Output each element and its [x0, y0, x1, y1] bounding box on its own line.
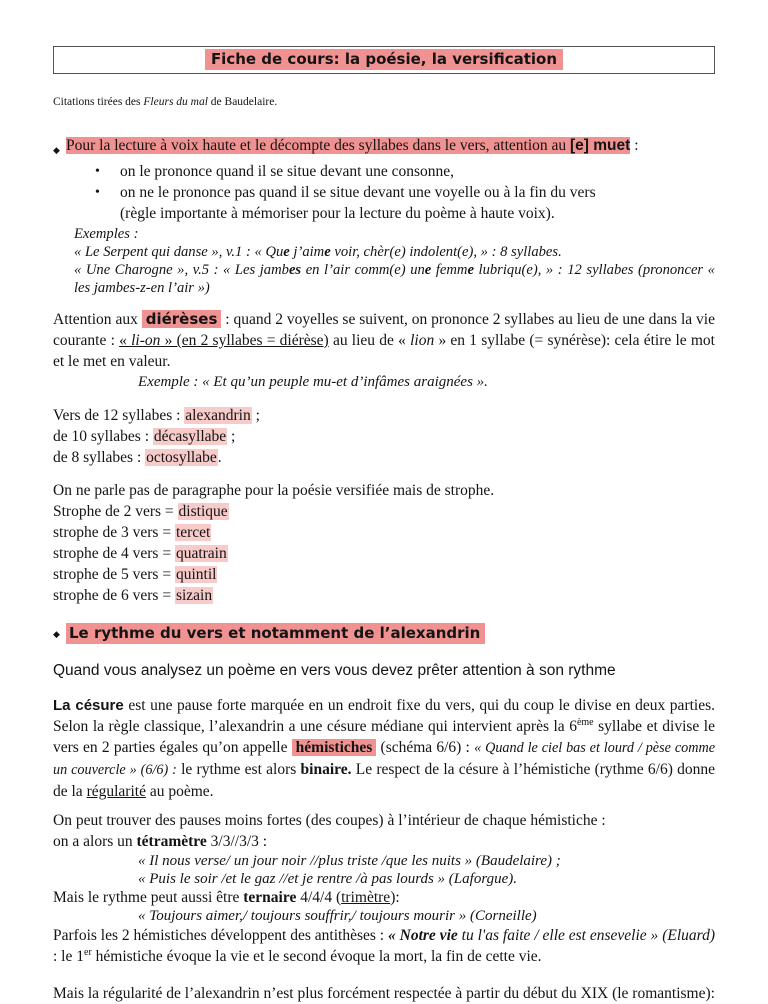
- text-segment: strophe de 4 vers =: [53, 545, 175, 562]
- example-line: [74, 261, 715, 297]
- superscript: ème: [576, 716, 594, 728]
- text-segment: voir, chèr(e) indolent(e), » : 8 syllabes.: [330, 244, 562, 260]
- bold-letter: e: [283, 244, 290, 260]
- strophe-line: [53, 501, 715, 522]
- section-dierese: [53, 309, 715, 392]
- vers-term: décasyllabe: [153, 428, 227, 445]
- underlined-term: régularité: [86, 783, 146, 800]
- dierese-term: diérèses: [142, 310, 222, 328]
- rythme-intro: Quand vous analysez un poème en vers vous devez prêter attention à son rythme: [53, 662, 616, 679]
- author-segment: (Eluard): [658, 927, 716, 944]
- text-segment: strophe de 5 vers =: [53, 566, 175, 583]
- strophe-term: sizain: [175, 587, 213, 604]
- text-segment: « Le Serpent qui danse », v.1 : « Qu: [74, 244, 284, 260]
- text-segment: j’aim: [289, 244, 325, 260]
- bold-letter: e: [467, 262, 474, 278]
- text-segment: : quand 2 voyelles se suivent, on prononce 2 syllabes au lieu de une dans la vie courante :: [53, 311, 715, 349]
- list-item: [95, 182, 715, 224]
- diamond-bullet-icon: ◆: [53, 145, 60, 155]
- text-segment: 3/3//3/3 :: [206, 833, 268, 850]
- text-line: On peut trouver des pauses moins fortes (des coupes) à l’intérieur de chaque hémistiche :: [53, 812, 606, 829]
- vers-line: [53, 426, 715, 447]
- strophe-term: tercet: [175, 524, 211, 541]
- section-rythme-title: Le rythme du vers et notamment de l’alexandrin: [66, 623, 485, 644]
- antithese-paragraph: [53, 925, 715, 967]
- strophe-line: [53, 522, 715, 543]
- dierese-example: Exemple : « Et qu’un peuple mu-et d’infâmes araignées ».: [138, 374, 488, 390]
- tetrametre-term: tétramètre: [136, 833, 207, 850]
- text-segment: » (en 2 syllabes = diérèse): [160, 332, 329, 349]
- text-segment: « Une Charogne », v.5 : « Les jamb: [74, 262, 289, 278]
- section-pauses: [53, 811, 715, 967]
- citation-note: [53, 95, 715, 109]
- section-rythme-header-row: [53, 623, 715, 644]
- bold-letter: es: [288, 262, 302, 278]
- cesure-term: La césure: [53, 697, 124, 714]
- text-segment: Vers de 12 syllabes :: [53, 407, 185, 424]
- final-paragraph: Mais la régularité de l’alexandrin n’est plus forcément respectée à partir du début du XIX (le romantisme):: [53, 985, 715, 1002]
- quote-segment: tu l'as faite / elle est ensevelie »: [457, 927, 659, 944]
- text-segment: au lieu de «: [328, 332, 411, 349]
- text-line: [53, 888, 715, 907]
- text-segment: Citations tirées des: [53, 96, 144, 108]
- section-strophes: [53, 480, 715, 606]
- underlined-segment: [119, 332, 329, 349]
- quote-bold-segment: « Notre vie: [388, 927, 458, 944]
- text-segment: «: [119, 332, 132, 349]
- text-segment: li-on: [131, 332, 161, 349]
- text-segment: le rythme est alors: [176, 761, 301, 778]
- text-line: on ne le prononce pas quand il se situe devant une voyelle ou à la fin du vers: [120, 184, 596, 201]
- text-segment: ;: [251, 407, 260, 424]
- strophe-line: [53, 585, 715, 606]
- text-segment: en l’air comm(e) un: [301, 262, 425, 278]
- strophe-term: quintil: [175, 566, 217, 583]
- text-segment: ):: [390, 889, 400, 906]
- book-title: Fleurs du mal: [143, 96, 208, 108]
- strophe-line: [53, 543, 715, 564]
- strophe-term: distique: [178, 503, 228, 520]
- trimetre-term: trimètre: [341, 889, 391, 906]
- title-box: [53, 46, 715, 74]
- bold-term: binaire.: [300, 761, 352, 778]
- page-title: Fiche de cours: la poésie, la versification: [205, 49, 563, 70]
- text-segment: est une pause forte marquée en un endroit fixe du vers, qui du coup le divise en deux parties. Selon la règle classique, l’alexandrin a une césure médiane qui intervient après la 6: [53, 697, 716, 735]
- list-item-text: [120, 182, 596, 224]
- text-segment: Le respect de la césure à l’hémistiche (rythme 6/6) donne de la: [53, 761, 715, 800]
- examples-block: [74, 225, 715, 297]
- text-segment: Pour la lecture à voix haute et le décompte des syllabes dans le vers, attention au: [66, 137, 571, 154]
- ternaire-term: ternaire: [243, 889, 297, 906]
- strophe-line: [53, 564, 715, 585]
- text-segment: Attention aux: [53, 311, 142, 328]
- verse-quote: « Il nous verse/ un jour noir //plus triste /que les nuits » (Baudelaire) ;: [138, 853, 561, 869]
- text-segment: lubriqu(e), » : 12 syllabes (prononcer « les jambes-z-en l’air »): [74, 262, 715, 296]
- text-segment: (schéma 6/6) :: [376, 739, 475, 756]
- text-segment: ;: [227, 428, 236, 445]
- text-segment: de 8 syllabes :: [53, 449, 146, 466]
- text-segment: strophe de 3 vers =: [53, 524, 175, 541]
- dot-bullet-icon: •: [95, 185, 100, 200]
- text-segment: on a alors un: [53, 833, 137, 850]
- vers-line: [53, 447, 715, 468]
- dot-bullet-icon: •: [95, 164, 100, 179]
- text-segment: femm: [431, 262, 468, 278]
- text-segment: :: [630, 137, 639, 154]
- e-muet-term: [e] muet: [570, 137, 631, 154]
- e-muet-heading-row: [53, 135, 715, 161]
- vers-term: octosyllabe: [146, 449, 217, 466]
- diamond-bullet-icon: ◆: [53, 629, 60, 639]
- verse-quote: « Quand le ciel bas et lourd / pèse comme un couvercle » (6/6) :: [53, 740, 715, 778]
- text-segment: .: [217, 449, 222, 466]
- vers-line: [53, 405, 715, 426]
- section-e-muet: [53, 135, 715, 297]
- dierese-paragraph: [53, 309, 715, 372]
- verse-quote: « Toujours aimer,/ toujours souffrir,/ toujours mourir » (Corneille): [138, 908, 537, 924]
- text-line: [53, 831, 715, 852]
- vers-term: alexandrin: [185, 407, 251, 424]
- text-segment: Mais le rythme peut aussi être: [53, 889, 244, 906]
- text-line: (règle importante à mémoriser pour la lecture du poème à haute voix).: [120, 205, 555, 222]
- text-segment: strophe de 6 vers =: [53, 587, 175, 604]
- text-segment: Strophe de 2 vers =: [53, 503, 178, 520]
- text-segment: 4/4/4 (: [296, 889, 342, 906]
- text-segment: Parfois les 2 hémistiches développent des antithèses :: [53, 927, 388, 944]
- text-segment: » en 1 syllabe (= synérèse): cela étire le mot et le met en valeur.: [53, 332, 715, 370]
- text-segment: syllabe et divise le vers en 2 parties égales qu’on appelle: [53, 718, 715, 756]
- examples-label: Exemples :: [74, 226, 139, 242]
- bold-letter: e: [324, 244, 331, 260]
- text-segment: de Baudelaire.: [207, 96, 278, 108]
- section-vers-types: [53, 405, 715, 468]
- text-segment: : le 1: [53, 948, 84, 965]
- cesure-paragraph: [53, 695, 715, 802]
- strophe-term: quatrain: [175, 545, 227, 562]
- text-segment: hémistiche évoque la vie et le second évoque la mort, la fin de cette vie.: [91, 948, 542, 965]
- superscript: er: [84, 946, 92, 958]
- text-segment: de 10 syllabes :: [53, 428, 153, 445]
- list-item-text: on le prononce quand il se situe devant une consonne,: [120, 163, 455, 180]
- text-segment: lion: [410, 332, 435, 349]
- example-line: [74, 243, 715, 261]
- text-segment: au poème.: [145, 783, 214, 800]
- hemistiche-term: hémistiches: [292, 739, 377, 756]
- e-muet-heading: [66, 135, 639, 156]
- verse-quote: « Puis le soir /et le gaz //et je rentre /à pas lourds » (Laforgue).: [138, 871, 517, 887]
- bold-letter: e: [424, 262, 432, 278]
- strophe-intro: On ne parle pas de paragraphe pour la poésie versifiée mais de strophe.: [53, 482, 495, 499]
- list-item: [95, 161, 715, 182]
